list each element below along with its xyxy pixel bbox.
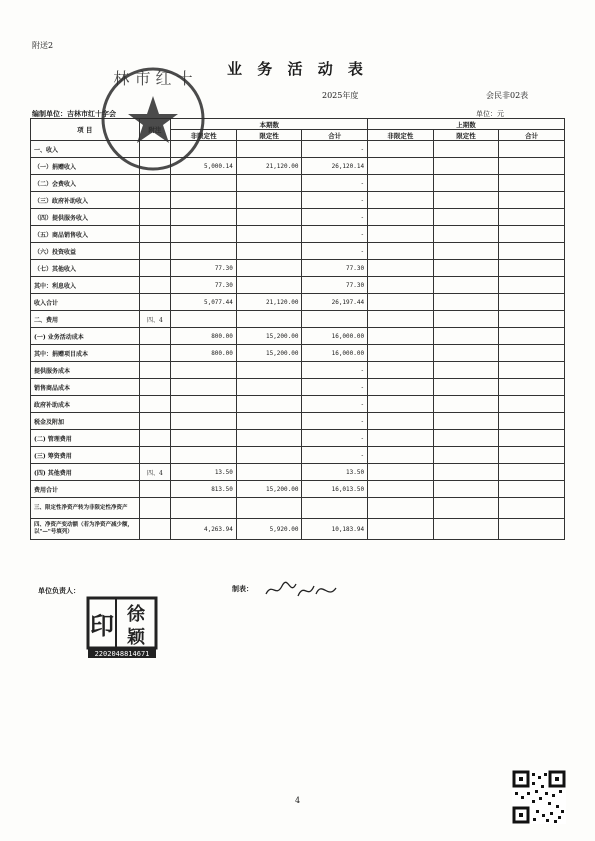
col-previous-total: 合计 (499, 130, 565, 141)
table-row (31, 498, 565, 519)
previous-unrestricted-value (368, 226, 434, 243)
previous-restricted-value (433, 311, 499, 328)
col-item-header: 项 目 (31, 119, 140, 141)
current-total-value: - (302, 243, 368, 260)
current-unrestricted-value: 813.50 (171, 481, 237, 498)
attachment-label: 附送2 (32, 41, 54, 50)
table-row (31, 430, 565, 447)
current-restricted-value (236, 396, 302, 413)
current-unrestricted-value: 77.30 (171, 260, 237, 277)
current-restricted-value (236, 379, 302, 396)
preparer-label: 制表： (232, 584, 253, 593)
previous-unrestricted-value (368, 311, 434, 328)
previous-total-value (499, 243, 565, 260)
row-label: (四) 其他费用 (31, 464, 140, 481)
table-row (31, 345, 565, 362)
current-unrestricted-value: 800.00 (171, 345, 237, 362)
row-label: （四）提供服务收入 (31, 209, 140, 226)
previous-unrestricted-value (368, 379, 434, 396)
previous-unrestricted-value (368, 362, 434, 379)
previous-restricted-value (433, 294, 499, 311)
previous-restricted-value (433, 481, 499, 498)
col-current-total: 合计 (302, 130, 368, 141)
current-restricted-value: 15,200.00 (236, 328, 302, 345)
previous-restricted-value (433, 362, 499, 379)
col-current-restricted: 限定性 (236, 130, 302, 141)
previous-unrestricted-value (368, 481, 434, 498)
row-note (139, 277, 171, 294)
current-total-value: - (302, 447, 368, 464)
leader-label: 单位负责人： (38, 586, 80, 595)
table-row (31, 277, 565, 294)
current-restricted-value: 15,200.00 (236, 345, 302, 362)
table-row (31, 328, 565, 345)
current-total-value: - (302, 413, 368, 430)
previous-restricted-value (433, 430, 499, 447)
previous-unrestricted-value (368, 328, 434, 345)
svg-text:徐: 徐 (127, 604, 145, 625)
current-unrestricted-value: 77.30 (171, 277, 237, 294)
current-restricted-value (236, 209, 302, 226)
table-row (31, 464, 565, 481)
svg-text:颖: 颖 (127, 627, 145, 648)
table-row (31, 294, 565, 311)
table-row (31, 396, 565, 413)
col-current-unrestricted: 非限定性 (171, 130, 237, 141)
table-row (31, 311, 565, 328)
row-label: 四、净资产变动额（若为净资产减少额，以"—"号填列） (31, 519, 140, 540)
previous-restricted-value (433, 192, 499, 209)
previous-total-value (499, 345, 565, 362)
row-note (139, 175, 171, 192)
previous-total-value (499, 175, 565, 192)
current-restricted-value (236, 277, 302, 294)
row-note (139, 498, 171, 519)
col-previous-header: 上期数 (368, 119, 565, 130)
table-row (31, 260, 565, 277)
current-total-value (302, 311, 368, 328)
previous-unrestricted-value (368, 345, 434, 362)
row-note (139, 294, 171, 311)
current-restricted-value (236, 192, 302, 209)
row-note: 四、4 (139, 311, 171, 328)
row-label: 一、收入 (31, 141, 140, 158)
col-current-header: 本期数 (171, 119, 368, 130)
row-label: （一）捐赠收入 (31, 158, 140, 175)
previous-total-value (499, 328, 565, 345)
current-restricted-value (236, 362, 302, 379)
previous-restricted-value (433, 226, 499, 243)
row-label: 三、限定性净资产转为非限定性净资产 (31, 498, 140, 519)
previous-unrestricted-value (368, 519, 434, 540)
previous-unrestricted-value (368, 260, 434, 277)
official-seal (98, 64, 208, 174)
current-unrestricted-value: 5,077.44 (171, 294, 237, 311)
handwritten-signature (262, 576, 342, 604)
previous-restricted-value (433, 175, 499, 192)
previous-restricted-value (433, 209, 499, 226)
page-title: 业 务 活 动 表 (227, 60, 368, 78)
previous-restricted-value (433, 277, 499, 294)
previous-total-value (499, 209, 565, 226)
current-unrestricted-value: 800.00 (171, 328, 237, 345)
previous-unrestricted-value (368, 243, 434, 260)
activity-table (30, 118, 565, 540)
currency-unit: 单位：元 (476, 110, 504, 118)
row-note (139, 396, 171, 413)
table-row (31, 447, 565, 464)
table-row (31, 362, 565, 379)
svg-text:2202048814671: 2202048814671 (94, 650, 150, 658)
previous-total-value (499, 447, 565, 464)
current-unrestricted-value (171, 362, 237, 379)
current-restricted-value (236, 226, 302, 243)
previous-restricted-value (433, 260, 499, 277)
row-label: (一) 业务活动成本 (31, 328, 140, 345)
previous-restricted-value (433, 243, 499, 260)
current-restricted-value: 21,120.00 (236, 158, 302, 175)
current-restricted-value: 15,200.00 (236, 481, 302, 498)
current-unrestricted-value (171, 396, 237, 413)
current-restricted-value (236, 447, 302, 464)
previous-restricted-value (433, 447, 499, 464)
row-note (139, 413, 171, 430)
current-total-value: - (302, 396, 368, 413)
previous-unrestricted-value (368, 294, 434, 311)
row-note (139, 243, 171, 260)
current-restricted-value (236, 175, 302, 192)
row-note (139, 519, 171, 540)
current-unrestricted-value (171, 209, 237, 226)
current-unrestricted-value (171, 226, 237, 243)
previous-unrestricted-value (368, 175, 434, 192)
previous-unrestricted-value (368, 430, 434, 447)
previous-unrestricted-value (368, 464, 434, 481)
current-total-value: 77.30 (302, 260, 368, 277)
current-total-value: 10,183.94 (302, 519, 368, 540)
previous-restricted-value (433, 345, 499, 362)
table-row (31, 413, 565, 430)
previous-total-value (499, 362, 565, 379)
row-label: 其中：利息收入 (31, 277, 140, 294)
previous-unrestricted-value (368, 447, 434, 464)
previous-total-value (499, 464, 565, 481)
row-label: 二、费用 (31, 311, 140, 328)
row-label: （三）政府补助收入 (31, 192, 140, 209)
previous-unrestricted-value (368, 209, 434, 226)
current-total-value (302, 498, 368, 519)
previous-restricted-value (433, 413, 499, 430)
current-unrestricted-value: 5,000.14 (171, 158, 237, 175)
previous-unrestricted-value (368, 192, 434, 209)
row-label: （二）会费收入 (31, 175, 140, 192)
report-year: 2025年度 (322, 91, 359, 100)
row-note (139, 328, 171, 345)
row-label: 费用合计 (31, 481, 140, 498)
col-previous-unrestricted: 非限定性 (368, 130, 434, 141)
previous-unrestricted-value (368, 396, 434, 413)
previous-total-value (499, 226, 565, 243)
current-unrestricted-value (171, 243, 237, 260)
current-unrestricted-value (171, 311, 237, 328)
svg-text:林 市 红 十: 林 市 红 十 (113, 69, 193, 88)
current-restricted-value (236, 141, 302, 158)
previous-restricted-value (433, 379, 499, 396)
current-total-value: 16,000.00 (302, 345, 368, 362)
row-label: 收入合计 (31, 294, 140, 311)
page-number: 4 (294, 796, 301, 805)
current-total-value: - (302, 192, 368, 209)
table-row (31, 175, 565, 192)
current-total-value: 16,013.50 (302, 481, 368, 498)
previous-total-value (499, 158, 565, 175)
current-restricted-value: 5,920.00 (236, 519, 302, 540)
current-total-value: - (302, 226, 368, 243)
current-restricted-value (236, 430, 302, 447)
row-label: 其中：捐赠项目成本 (31, 345, 140, 362)
previous-total-value (499, 396, 565, 413)
current-total-value: 26,120.14 (302, 158, 368, 175)
current-unrestricted-value (171, 175, 237, 192)
row-note (139, 209, 171, 226)
table-row (31, 519, 565, 540)
row-label: （七）其他收入 (31, 260, 140, 277)
previous-unrestricted-value (368, 158, 434, 175)
previous-restricted-value (433, 141, 499, 158)
previous-total-value (499, 519, 565, 540)
row-note (139, 260, 171, 277)
current-total-value: 26,197.44 (302, 294, 368, 311)
table-row (31, 209, 565, 226)
current-total-value: - (302, 209, 368, 226)
previous-restricted-value (433, 498, 499, 519)
current-unrestricted-value (171, 447, 237, 464)
current-restricted-value (236, 311, 302, 328)
current-restricted-value (236, 498, 302, 519)
previous-unrestricted-value (368, 413, 434, 430)
row-note (139, 226, 171, 243)
current-total-value: - (302, 379, 368, 396)
previous-restricted-value (433, 328, 499, 345)
previous-total-value (499, 260, 565, 277)
col-previous-restricted: 限定性 (433, 130, 499, 141)
current-restricted-value (236, 243, 302, 260)
row-label: 提供服务成本 (31, 362, 140, 379)
row-note (139, 379, 171, 396)
table-row (31, 192, 565, 209)
previous-total-value (499, 141, 565, 158)
row-label: 政府补助成本 (31, 396, 140, 413)
row-label: （六）投资收益 (31, 243, 140, 260)
current-total-value: - (302, 175, 368, 192)
qr-code (512, 770, 566, 824)
row-note (139, 345, 171, 362)
current-unrestricted-value (171, 192, 237, 209)
row-note (139, 481, 171, 498)
current-total-value: 13.50 (302, 464, 368, 481)
row-label: (三) 筹资费用 (31, 447, 140, 464)
current-unrestricted-value: 4,263.94 (171, 519, 237, 540)
current-total-value: 16,000.00 (302, 328, 368, 345)
row-note (139, 447, 171, 464)
current-total-value: - (302, 430, 368, 447)
table-row (31, 226, 565, 243)
row-label: 税金及附加 (31, 413, 140, 430)
current-restricted-value (236, 260, 302, 277)
row-label: （五）商品销售收入 (31, 226, 140, 243)
previous-total-value (499, 192, 565, 209)
row-label: (二) 管理费用 (31, 430, 140, 447)
current-total-value: - (302, 362, 368, 379)
previous-unrestricted-value (368, 498, 434, 519)
previous-total-value (499, 311, 565, 328)
row-note: 四、4 (139, 464, 171, 481)
row-note (139, 362, 171, 379)
current-unrestricted-value (171, 379, 237, 396)
current-unrestricted-value: 13.50 (171, 464, 237, 481)
previous-total-value (499, 481, 565, 498)
row-note (139, 192, 171, 209)
table-row (31, 481, 565, 498)
previous-total-value (499, 294, 565, 311)
current-total-value: 77.30 (302, 277, 368, 294)
row-note (139, 430, 171, 447)
previous-total-value (499, 498, 565, 519)
current-unrestricted-value (171, 430, 237, 447)
table-row (31, 243, 565, 260)
current-restricted-value: 21,120.00 (236, 294, 302, 311)
previous-unrestricted-value (368, 277, 434, 294)
organization-label: 编制单位：吉林市红十字会 (32, 109, 116, 118)
svg-text:印: 印 (90, 611, 114, 640)
current-restricted-value (236, 413, 302, 430)
table-row (31, 379, 565, 396)
previous-restricted-value (433, 158, 499, 175)
previous-restricted-value (433, 464, 499, 481)
current-unrestricted-value (171, 498, 237, 519)
previous-restricted-value (433, 396, 499, 413)
row-label: 销售商品成本 (31, 379, 140, 396)
previous-total-value (499, 277, 565, 294)
previous-total-value (499, 379, 565, 396)
previous-unrestricted-value (368, 141, 434, 158)
current-restricted-value (236, 464, 302, 481)
previous-restricted-value (433, 519, 499, 540)
personal-name-stamp (86, 596, 158, 660)
form-number: 会民非02表 (486, 91, 529, 100)
previous-total-value (499, 413, 565, 430)
current-unrestricted-value (171, 413, 237, 430)
previous-total-value (499, 430, 565, 447)
current-total-value: - (302, 141, 368, 158)
